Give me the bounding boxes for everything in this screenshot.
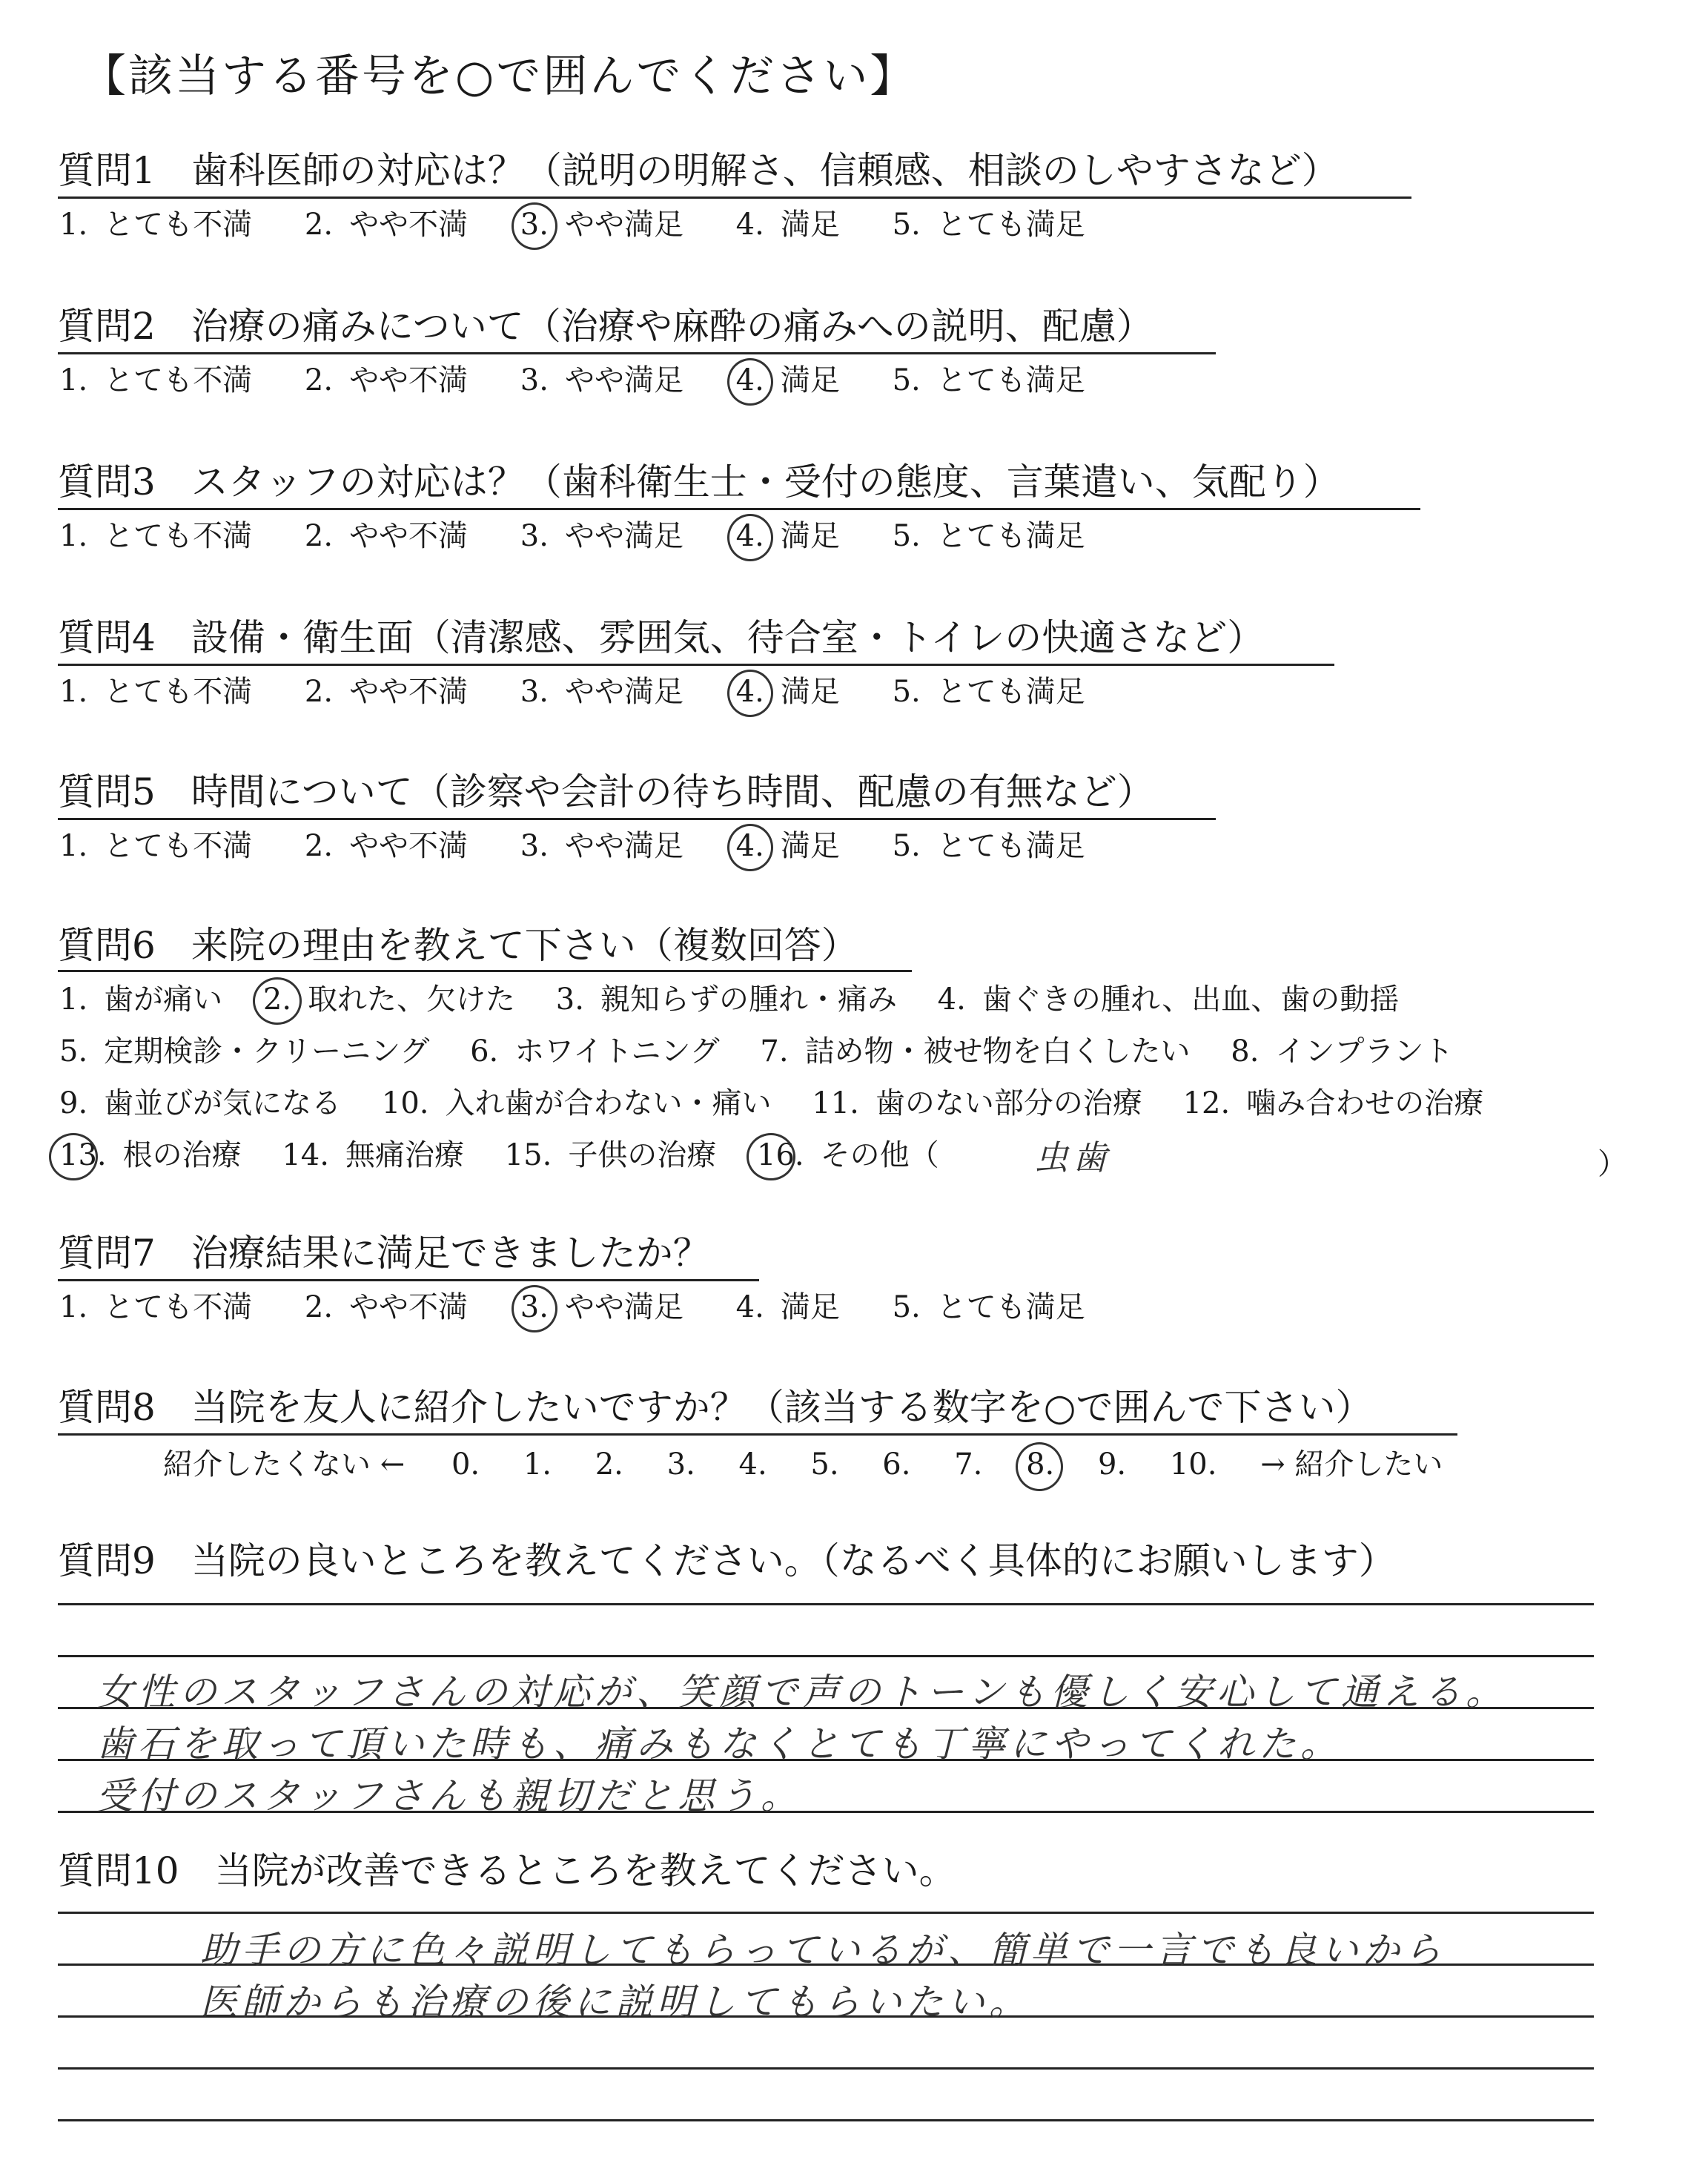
option-3-circled[interactable]: 3. やや満足 [520, 208, 683, 242]
option-12[interactable]: 12. 噛み合わせの治療 [1182, 1086, 1484, 1120]
scale-value-9[interactable]: 9. [1097, 1447, 1127, 1482]
option-1[interactable]: 1. とても不満 [59, 519, 253, 553]
option-8[interactable]: 8. インプラント [1231, 1034, 1454, 1069]
option-2-circled[interactable]: 2. 取れた、欠けた [262, 982, 516, 1017]
option-5[interactable]: 5. とても満足 [892, 829, 1085, 863]
option-11[interactable]: 11. 歯のない部分の治療 [812, 1086, 1142, 1120]
scale-value-10[interactable]: 10. [1169, 1447, 1217, 1482]
option-3[interactable]: 3. やや満足 [520, 363, 683, 397]
scale-value-0[interactable]: 0. [451, 1447, 480, 1482]
option-5[interactable]: 5. とても満足 [892, 675, 1085, 709]
question-9-heading: 質問9 当院の良いところを教えてください。（なるべく具体的にお願いします） [58, 1539, 1396, 1582]
question-underline [58, 352, 1216, 354]
question-underline [58, 508, 1420, 510]
option-3[interactable]: 3. やや満足 [520, 829, 683, 863]
option-2[interactable]: 2. やや不満 [304, 829, 469, 863]
option-1[interactable]: 1. とても不満 [59, 675, 253, 709]
question-6-options-row-4 [59, 1140, 970, 1170]
option-5[interactable]: 5. とても満足 [892, 519, 1085, 553]
q10-answer-line-1: 助手の方に色々説明してもらっているが、簡単で一言でも良いから [200, 1929, 1446, 1972]
question-3-heading: 質問3 スタッフの対応は？（歯科衛生士・受付の態度、言葉遣い、気配り） [58, 460, 1340, 503]
recommend-scale [163, 1447, 1443, 1482]
scale-value-4[interactable]: 4. [738, 1447, 767, 1482]
scale-value-1[interactable]: 1. [523, 1447, 552, 1482]
option-1[interactable]: 1. とても不満 [59, 829, 253, 863]
question-3-options [59, 521, 1128, 551]
answer-line [58, 1603, 1594, 1605]
question-1-heading [58, 149, 1339, 192]
question-5-options [59, 831, 1128, 861]
question-underline [58, 818, 1216, 820]
option-10[interactable]: 10. 入れ歯が合わない・痛い [381, 1086, 772, 1120]
option-1[interactable]: 1. とても不満 [59, 208, 253, 242]
option-4[interactable]: 4. 歯ぐきの腫れ、出血、歯の動揺 [937, 982, 1400, 1017]
other-close-paren: ） [1598, 1147, 1627, 1181]
scale-value-7[interactable]: 7. [954, 1447, 983, 1482]
question-2-options [59, 363, 1128, 397]
scale-value-2[interactable]: 2. [595, 1447, 623, 1482]
question-6-options-row-2 [59, 1034, 1484, 1069]
answer-line [58, 2067, 1594, 2070]
option-16-circled[interactable]: 16. その他（ [757, 1138, 939, 1172]
question-text: 歯科医師の対応は？（説明の明解さ、信頼感、相談のしやすさなど） [191, 149, 1339, 192]
option-4[interactable]: 4. 満足 [735, 1290, 840, 1324]
question-underline [58, 664, 1334, 666]
option-4-circled[interactable]: 4. 満足 [735, 829, 840, 863]
question-underline [58, 1279, 759, 1281]
question-7-options [59, 1292, 1128, 1322]
option-6[interactable]: 6. ホワイトニング [470, 1034, 720, 1069]
q9-answer-line-3: 受付のスタッフさんも親切だと思う。 [96, 1774, 802, 1817]
q9-answer-line-2: 歯石を取って頂いた時も、痛みもなくとても丁寧にやってくれた。 [96, 1723, 1342, 1766]
option-2[interactable]: 2. やや不満 [304, 1290, 469, 1324]
question-6-heading: 質問6 来院の理由を教えて下さい（複数回答） [58, 924, 858, 967]
question-5-heading: 質問5 時間について（診察や会計の待ち時間、配慮の有無など） [58, 770, 1154, 813]
question-number: 質問1 [58, 149, 156, 192]
option-4-circled[interactable]: 4. 満足 [735, 363, 840, 397]
option-14[interactable]: 14. 無痛治療 [282, 1138, 464, 1172]
question-2-heading: 質問2 治療の痛みについて（治療や麻酔の痛みへの説明、配慮） [58, 305, 1153, 348]
option-5[interactable]: 5. とても満足 [892, 1290, 1085, 1324]
option-3[interactable]: 3. 親知らずの腫れ・痛み [555, 982, 897, 1017]
option-3[interactable]: 3. やや満足 [520, 519, 683, 553]
answer-line [58, 2119, 1594, 2121]
scale-left-label: 紹介したくない ← [163, 1447, 406, 1482]
q10-answer-line-2: 医師からも治療の後に説明してもらいたい。 [200, 1981, 1030, 2024]
scale-value-8-circled[interactable]: 8. [1026, 1447, 1055, 1482]
option-3-circled[interactable]: 3. やや満足 [520, 1290, 683, 1324]
option-1[interactable]: 1. とても不満 [59, 1290, 253, 1324]
scale-value-3[interactable]: 3. [666, 1447, 695, 1482]
question-underline [58, 1433, 1457, 1436]
answer-line [58, 1655, 1594, 1657]
option-2[interactable]: 2. やや不満 [304, 208, 469, 242]
question-1-options [59, 210, 1128, 240]
option-5[interactable]: 5. とても満足 [892, 363, 1085, 397]
option-2[interactable]: 2. やや不満 [304, 363, 469, 397]
q9-answer-line-1: 女性のスタッフさんの対応が、笑顔で声のトーンも優しく安心して通える。 [96, 1671, 1507, 1714]
question-10-heading: 質問10 当院が改善できるところを教えてください。 [58, 1849, 956, 1892]
option-4[interactable]: 4. 満足 [735, 208, 840, 242]
option-4-circled[interactable]: 4. 満足 [735, 675, 840, 709]
option-13-circled[interactable]: 13. 根の治療 [59, 1138, 242, 1172]
other-answer-handwritten: 虫歯 [1034, 1137, 1111, 1178]
option-4-circled[interactable]: 4. 満足 [735, 519, 840, 553]
option-5[interactable]: 5. とても満足 [892, 208, 1085, 242]
option-7[interactable]: 7. 詰め物・被せ物を白くしたい [760, 1034, 1191, 1069]
answer-line [58, 1912, 1594, 1914]
scale-value-5[interactable]: 5. [810, 1447, 839, 1482]
question-6-options-row-1 [59, 982, 1430, 1017]
option-1[interactable]: 1. 歯が痛い [59, 982, 223, 1017]
option-1[interactable]: 1. とても不満 [59, 363, 253, 397]
question-8-heading: 質問8 当院を友人に紹介したいですか？（該当する数字を○で囲んで下さい） [58, 1386, 1373, 1429]
option-5[interactable]: 5. 定期検診・クリーニング [59, 1034, 430, 1069]
question-7-heading: 質問7 治療結果に満足できましたか？ [58, 1232, 710, 1275]
form-title: 【該当する番号を○で囲んでください】 [82, 50, 917, 102]
question-6-options-row-3 [59, 1086, 1515, 1120]
question-underline [58, 196, 1411, 199]
option-15[interactable]: 15. 子供の治療 [504, 1138, 717, 1172]
question-underline [58, 970, 912, 972]
option-2[interactable]: 2. やや不満 [304, 675, 469, 709]
option-9[interactable]: 9. 歯並びが気になる [59, 1086, 342, 1120]
option-2[interactable]: 2. やや不満 [304, 519, 469, 553]
question-4-options [59, 677, 1128, 707]
question-4-heading: 質問4 設備・衛生面（清潔感、雰囲気、待合室・トイレの快適さなど） [58, 616, 1265, 659]
scale-right-label: → 紹介したい [1260, 1447, 1443, 1482]
option-3[interactable]: 3. やや満足 [520, 675, 683, 709]
scale-value-6[interactable]: 6. [882, 1447, 911, 1482]
